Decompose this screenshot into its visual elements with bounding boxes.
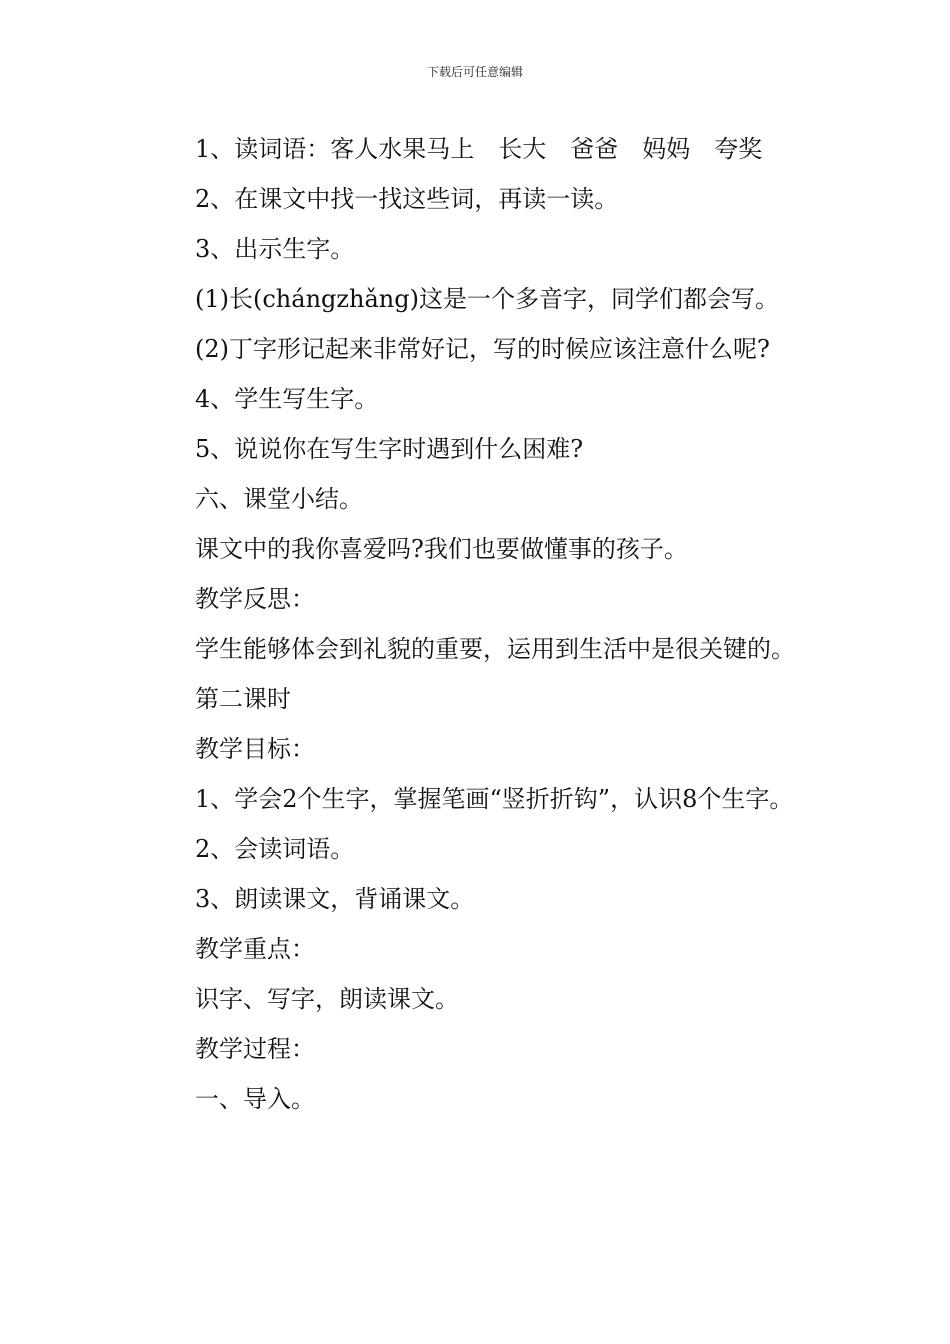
page-header: 下载后可任意编辑 [426,65,523,79]
paragraph: 一、导入。 [195,1085,315,1113]
paragraph: 2、在课文中找一找这些词，再读一读。 [195,185,619,213]
paragraph: 1、读词语：客人水果马上 长大 爸爸 妈妈 夸奖 [195,135,763,163]
paragraph: (2)丁字形记起来非常好记，写的时候应该注意什么呢? [195,335,770,363]
paragraph: 2、会读词语。 [195,835,355,863]
paragraph: 3、朗读课文，背诵课文。 [195,885,475,913]
paragraph: 1、学会2个生字，掌握笔画“竖折折钩”，认识8个生字。 [195,785,794,813]
paragraph: 识字、写字，朗读课文。 [195,985,459,1013]
paragraph: 学生能够体会到礼貌的重要，运用到生活中是很关键的。 [195,635,795,663]
paragraph: 第二课时 [195,685,291,713]
paragraph: 教学目标： [195,735,315,763]
paragraph: 教学反思： [195,585,315,613]
paragraph: (1)长(chángzhǎng)这是一个多音字，同学们都会写。 [195,285,779,313]
paragraph: 课文中的我你喜爱吗?我们也要做懂事的孩子。 [195,535,688,563]
document-body [145,124,810,1124]
paragraph: 教学过程： [195,1035,315,1063]
paragraph: 教学重点： [195,935,315,963]
paragraph: 六、课堂小结。 [195,485,363,513]
paragraph: 4、学生写生字。 [195,385,379,413]
paragraph: 3、出示生字。 [195,235,355,263]
paragraph: 5、说说你在写生字时遇到什么困难? [195,435,584,463]
